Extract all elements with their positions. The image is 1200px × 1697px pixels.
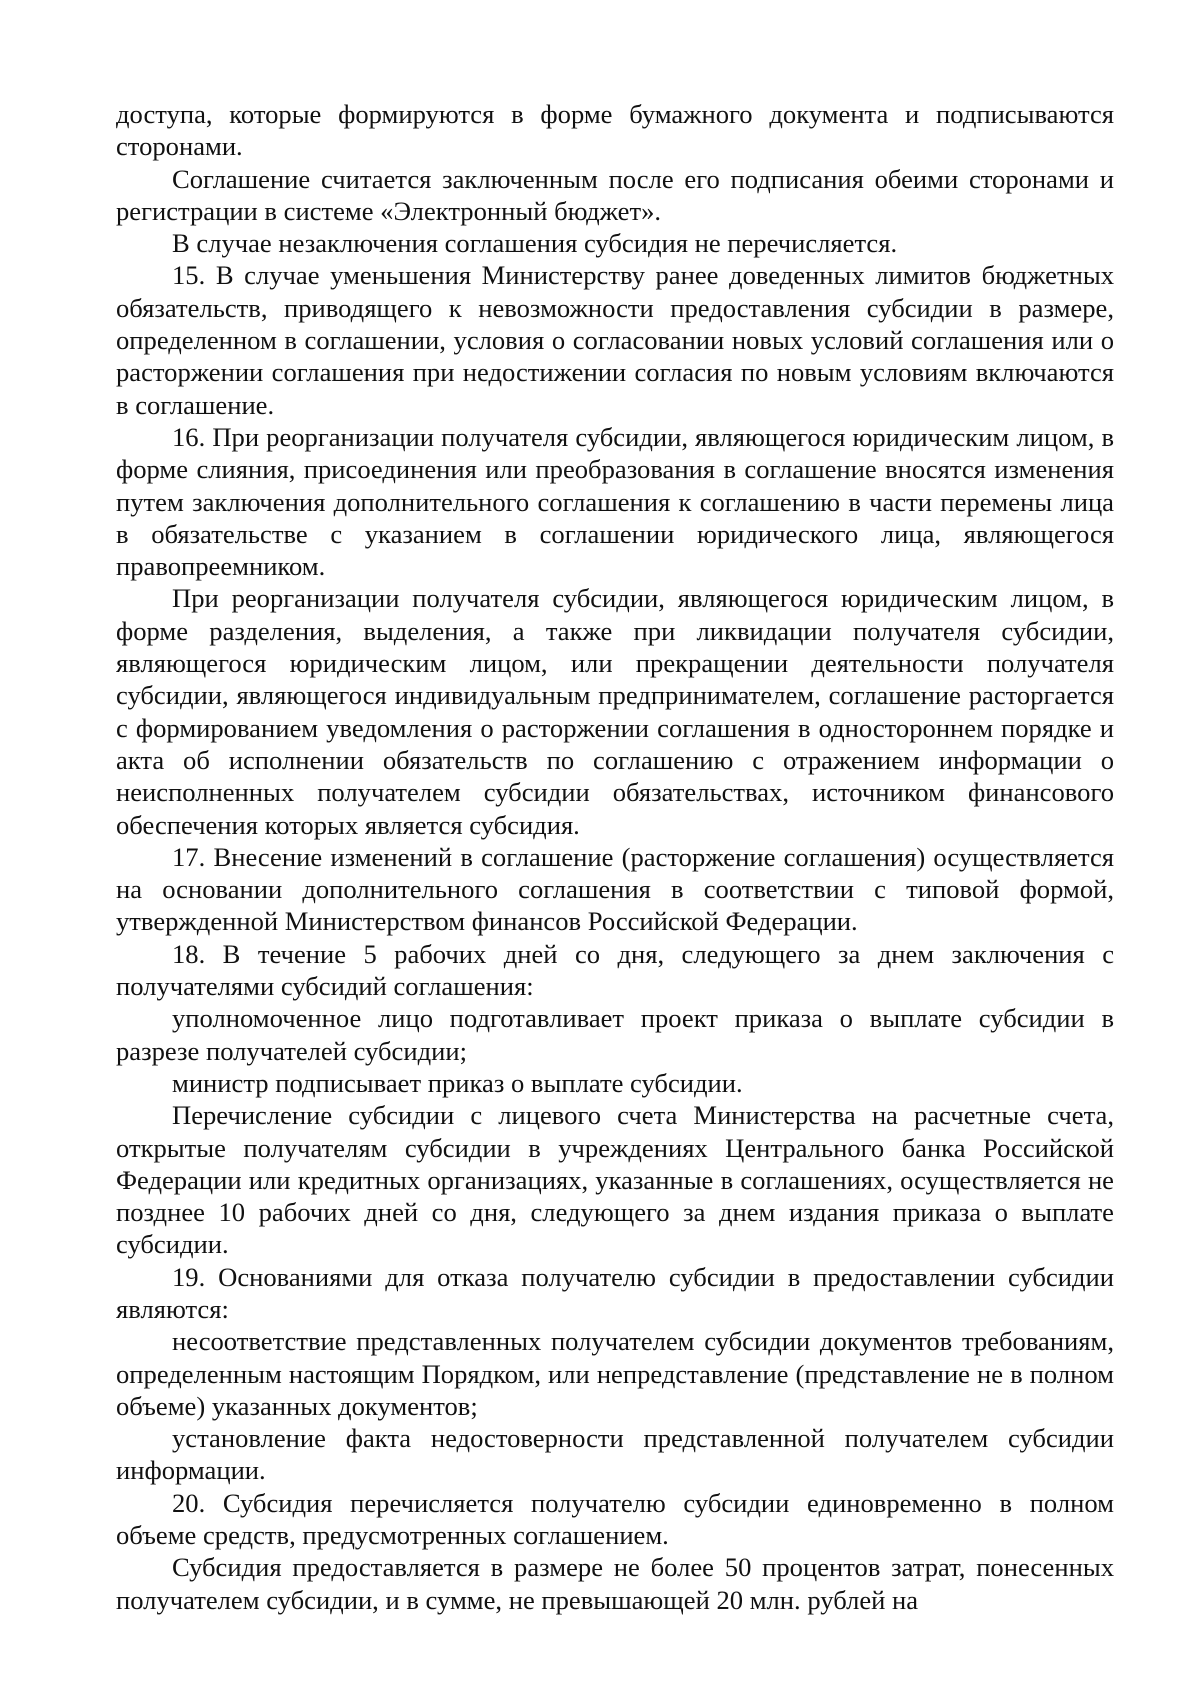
paragraph: доступа, которые формируются в форме бумажного документа и подписываются сторонами.: [116, 99, 1114, 162]
paragraph: установление факта недостоверности представленной получателем субсидии информации.: [116, 1423, 1114, 1486]
paragraph: 19. Основаниями для отказа получателю субсидии в предоставлении субсидии являются:: [116, 1261, 1114, 1324]
paragraph: В случае незаключения соглашения субсидия не перечисляется.: [172, 228, 898, 259]
paragraph: 18. В течение 5 рабочих дней со дня, следующего за днем заключения с получателями субсидий соглашения:: [116, 938, 1114, 1002]
paragraph: 15. В случае уменьшения Министерству ранее доведенных лимитов бюджетных обязательств, приводящего к невозможности предоставления субсидии в размере, определенном в соглашении, условия о согласовании новых условий соглашения или о расторжении соглашения при недостижении согласия по новым условиям включаются в соглашение.: [116, 260, 1114, 420]
paragraph: Субсидия предоставляется в размере не более 50 процентов затрат, понесенных получателем субсидии, и в сумме, не превышающей 20 млн. рублей на: [116, 1552, 1114, 1615]
paragraph: 16. При реорганизации получателя субсидии, являющегося юридическим лицом, в форме слияния, присоединения или преобразования в соглашение вносятся изменения путем заключения дополнительного соглашения к соглашению в части перемены лица в обязательстве с указанием в соглашении юридического лица, являющегося правопреемником.: [116, 421, 1114, 582]
paragraph: уполномоченное лицо подготавливает проект приказа о выплате субсидии в разрезе получателей субсидии;: [116, 1003, 1114, 1066]
paragraph: министр подписывает приказ о выплате субсидии.: [172, 1067, 743, 1098]
paragraph: Соглашение считается заключенным после его подписания обеими сторонами и регистрации в системе «Электронный бюджет».: [116, 163, 1114, 226]
paragraph: 17. Внесение изменений в соглашение (расторжение соглашения) осуществляется на основании дополнительного соглашения в соответствии с типовой формой, утвержденной Министерством финансов Российской Федерации.: [116, 841, 1114, 937]
paragraph: несоответствие представленных получателем субсидии документов требованиям, определенным настоящим Порядком, или непредставление (представление не в полном объеме) указанных документов;: [116, 1326, 1114, 1421]
paragraph: 20. Субсидия перечисляется получателю субсидии единовременно в полном объеме средств, предусмотренных соглашением.: [116, 1487, 1114, 1551]
paragraph: При реорганизации получателя субсидии, являющегося юридическим лицом, в форме разделения, выделения, а также при ликвидации получателя субсидии, являющегося юридическим лицом, или прекращении деятельности получателя субсидии, являющегося индивидуальным предпринимателем, соглашение расторгается с формированием уведомления о расторжении соглашения в одностороннем порядке и акта об исполнении обязательств по соглашению с отражением информации о неисполненных получателем субсидии обязательствах, источником финансового обеспечения которых является субсидия.: [116, 583, 1114, 840]
document-body: [116, 98, 1114, 1616]
paragraph: Перечисление субсидии с лицевого счета Министерства на расчетные счета, открытые получателям субсидии в учреждениях Центрального банка Российской Федерации или кредитных организациях, указанные в соглашениях, осуществляется не позднее 10 рабочих дней со дня, следующего за днем издания приказа о выплате субсидии.: [116, 1100, 1114, 1260]
